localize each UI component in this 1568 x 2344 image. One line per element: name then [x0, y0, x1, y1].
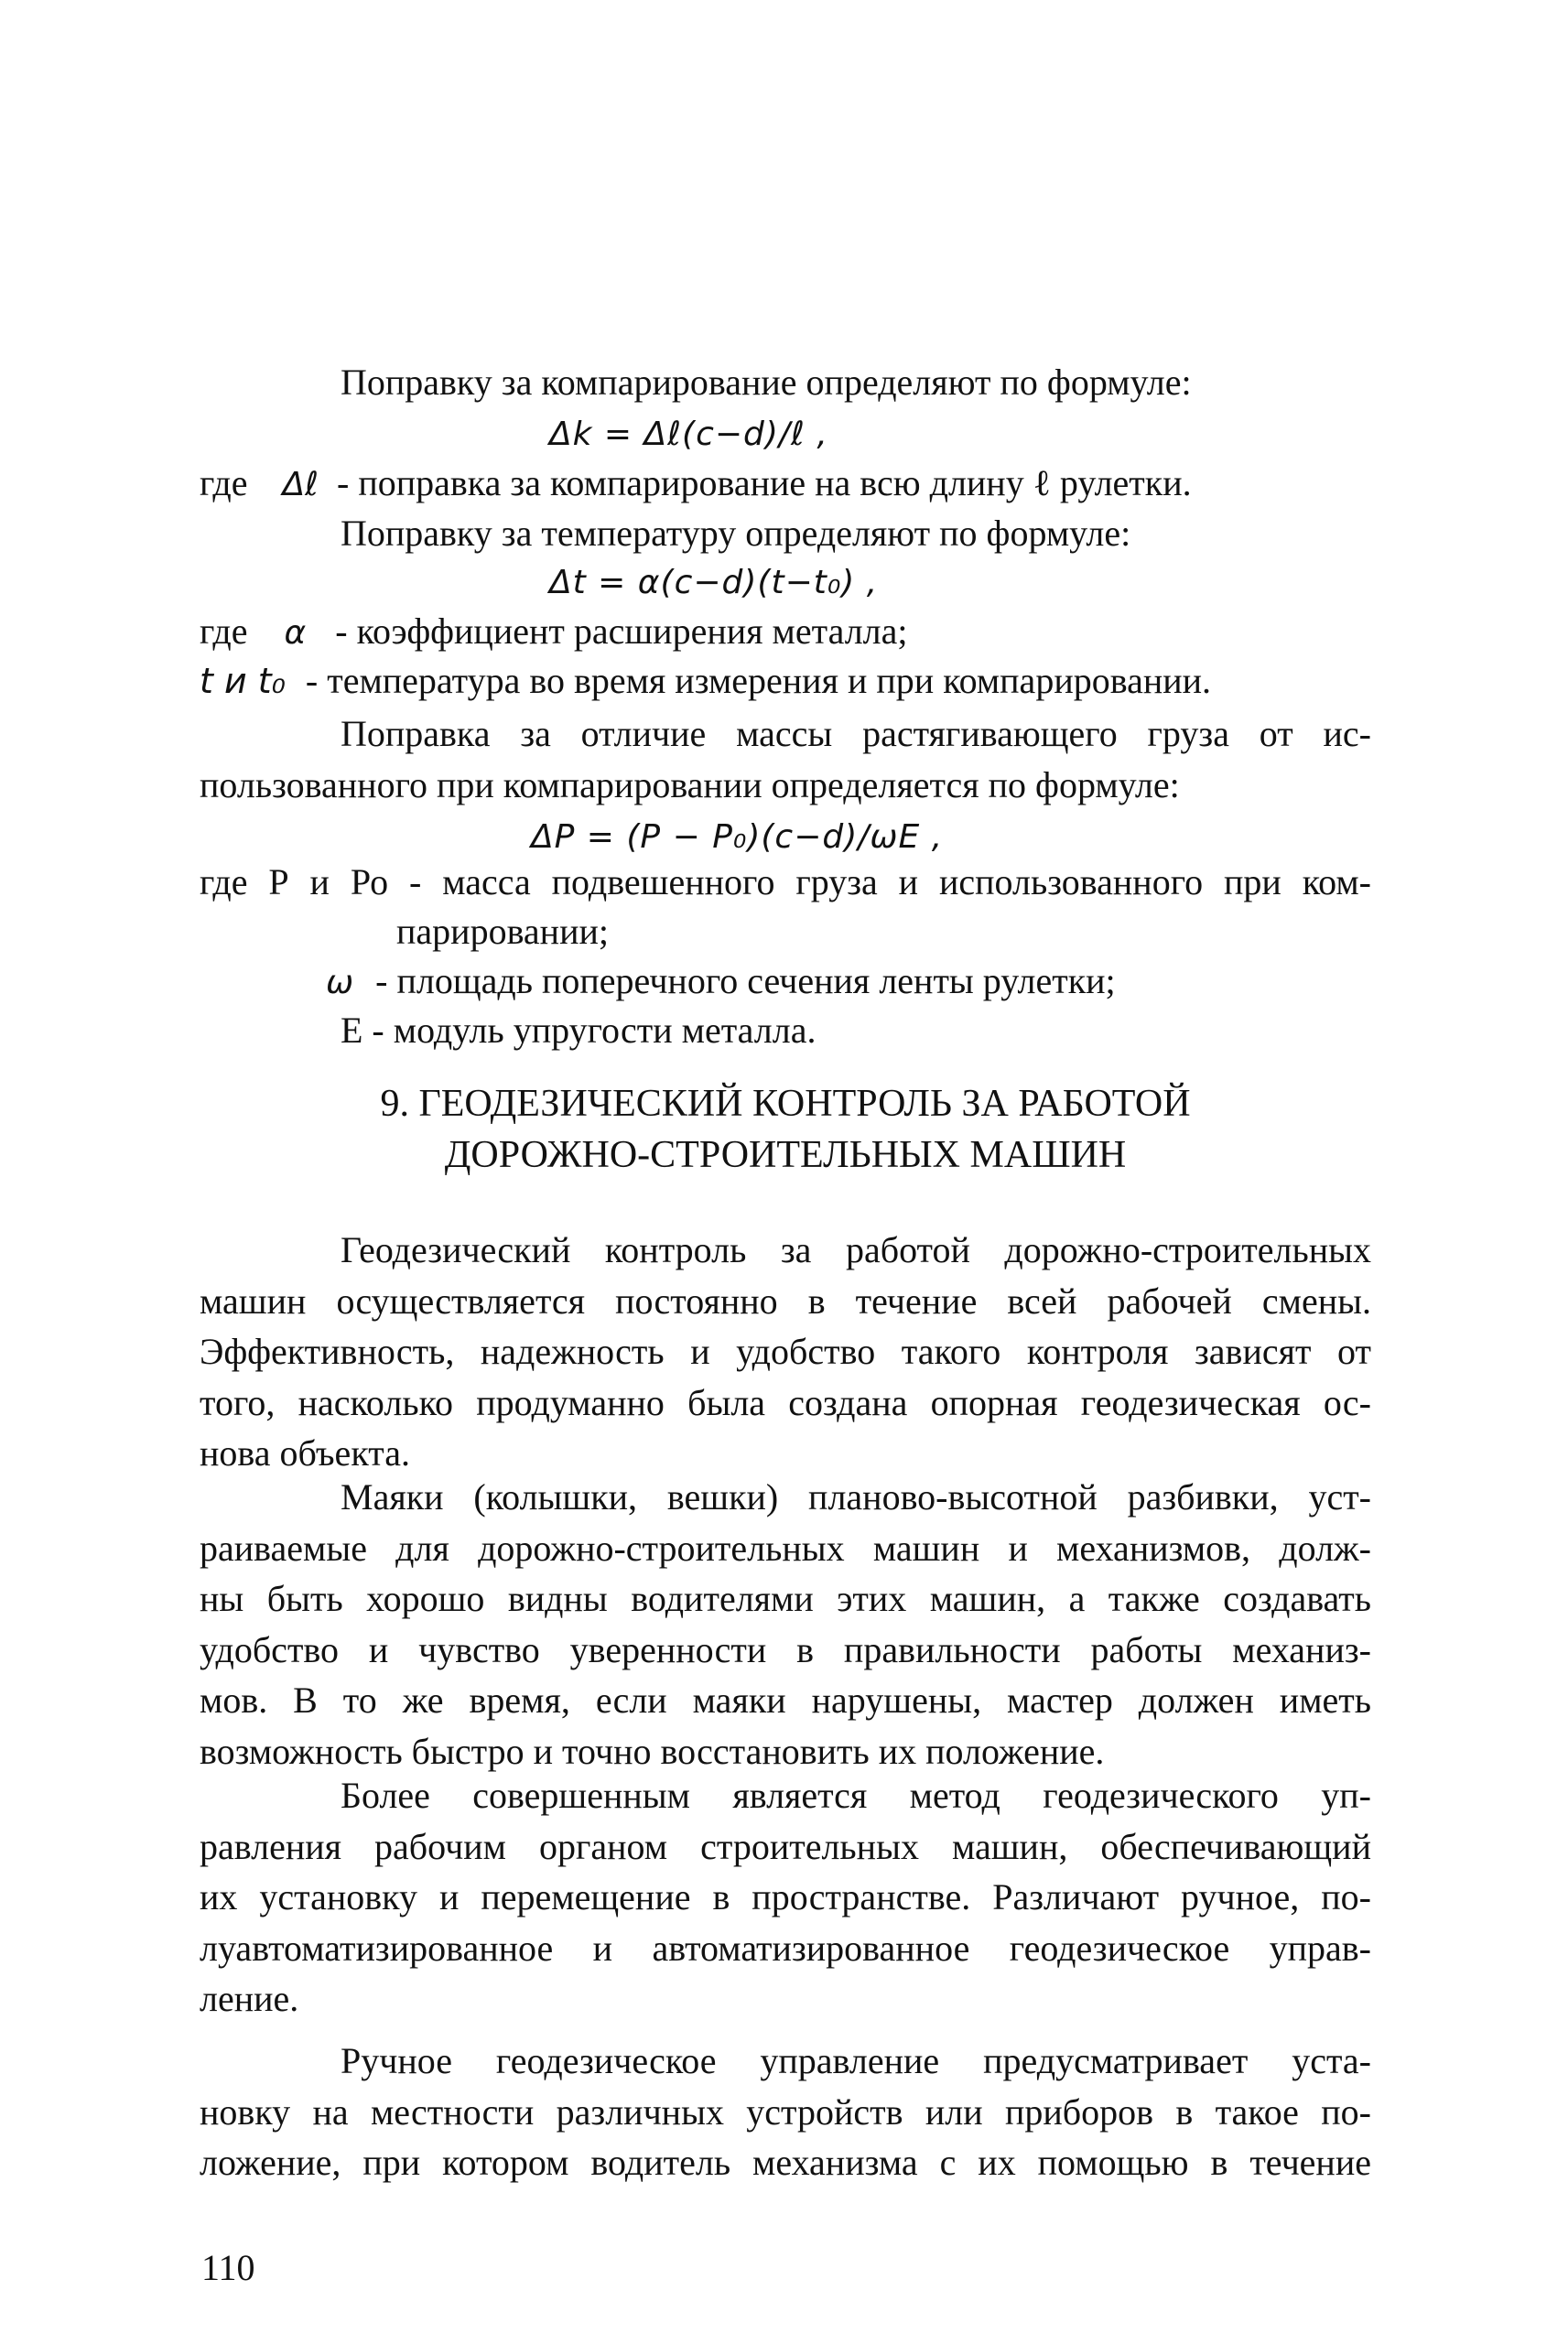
text-line: Поправка за отличие массы растягивающего груза от ис-: [341, 713, 1371, 754]
text-fragment: - площадь поперечного сечения ленты рулетки;: [375, 960, 1116, 1001]
text-line: Геодезический контроль за работой дорожно-строительных: [341, 1229, 1371, 1270]
text-line: [200, 459, 1192, 509]
text-line: новку на местности различных устройств или приборов в такое по-: [200, 2090, 1371, 2133]
section-heading: [200, 1078, 1371, 1181]
symbol: α: [284, 614, 307, 652]
text-line: мов. В то же время, если маяки нарушены, мастер должен иметь: [200, 1680, 1371, 1721]
paragraph-weight-correction: [200, 708, 1371, 810]
text-line: пользованного при компарировании определяется по формуле:: [200, 763, 1180, 805]
paragraph: [200, 1472, 1371, 1777]
text-fragment: - коэффициент расширения металла;: [335, 610, 908, 652]
text-line: возможность быстро и точно восстановить их положение.: [200, 1730, 1105, 1772]
text-line: равления рабочим органом строительных машин, обеспечивающий: [200, 1825, 1371, 1867]
paragraph: [200, 1225, 1371, 1479]
formula-compare: Δk = Δℓ(c−d)/ℓ ,: [549, 416, 828, 453]
text-line: луавтоматизированное и автоматизированное геодезическое управ-: [200, 1927, 1371, 1969]
text-line: Е - модуль упругости металла.: [341, 1010, 816, 1051]
text-line: [200, 657, 1211, 705]
text-line: Ручное геодезическое управление предусматривает уста-: [341, 2040, 1371, 2081]
formula-weight: ΔP = (P − P₀)(c−d)/ωE ,: [531, 818, 944, 856]
heading-line: 9. ГЕОДЕЗИЧЕСКИЙ КОНТРОЛЬ ЗА РАБОТОЙ: [380, 1083, 1191, 1125]
text-line: Поправку за температуру определяют по формуле:: [341, 513, 1131, 554]
text-line: Более совершенным является метод геодезического уп-: [341, 1775, 1371, 1816]
text-line: Маяки (колышки, вешки) планово-высотной разбивки, уст-: [341, 1476, 1371, 1518]
text-line: того, насколько продуманно была создана опорная геодезическая ос-: [200, 1381, 1371, 1423]
text-line: Эффективность, надежность и удобство такого контроля зависят от: [200, 1331, 1371, 1372]
text-fragment: где: [200, 462, 248, 503]
text-line: ложение, при котором водитель механизма с их помощью в течение: [200, 2142, 1371, 2183]
text-line: их установку и перемещение в пространстве. Различают ручное, по-: [200, 1876, 1371, 1917]
symbol: t и t₀: [200, 661, 286, 701]
text-block: [200, 857, 1371, 908]
text-line: ление.: [200, 1978, 299, 2019]
text-fragment: - поправка за компарирование на всю длину ℓ рулетки.: [337, 462, 1192, 503]
formula-temperature: Δt = α(c−d)(t−t₀) ,: [549, 564, 879, 601]
symbol: ω: [326, 964, 354, 1001]
paragraph: [200, 2036, 1371, 2188]
text-fragment: - температура во время измерения и при компарировании.: [305, 660, 1212, 701]
text-line: нова объекта.: [200, 1432, 410, 1474]
text-line: удобство и чувство уверенности в правильности работы механиз-: [200, 1628, 1371, 1670]
page-number: 110: [201, 2247, 255, 2288]
text-line: машин осуществляется постоянно в течение всей рабочей смены.: [200, 1280, 1371, 1322]
text-line: [326, 957, 1116, 1007]
symbol: Δℓ: [282, 466, 319, 503]
text-line: [200, 608, 907, 657]
text-line: Поправку за компарирование определяют по формуле:: [341, 362, 1192, 403]
text-line: парировании;: [396, 911, 610, 952]
paragraph: [200, 1770, 1371, 2025]
text-fragment: где: [200, 610, 248, 652]
text-line: ны быть хорошо видны водителями этих машин, а также создавать: [200, 1578, 1371, 1619]
text-line: где Р и Ро - масса подвешенного груза и использованного при ком-: [200, 861, 1371, 902]
heading-line: ДОРОЖНО-СТРОИТЕЛЬНЫХ МАШИН: [444, 1134, 1127, 1176]
text-line: раиваемые для дорожно-строительных машин и механизмов, долж-: [200, 1527, 1371, 1569]
